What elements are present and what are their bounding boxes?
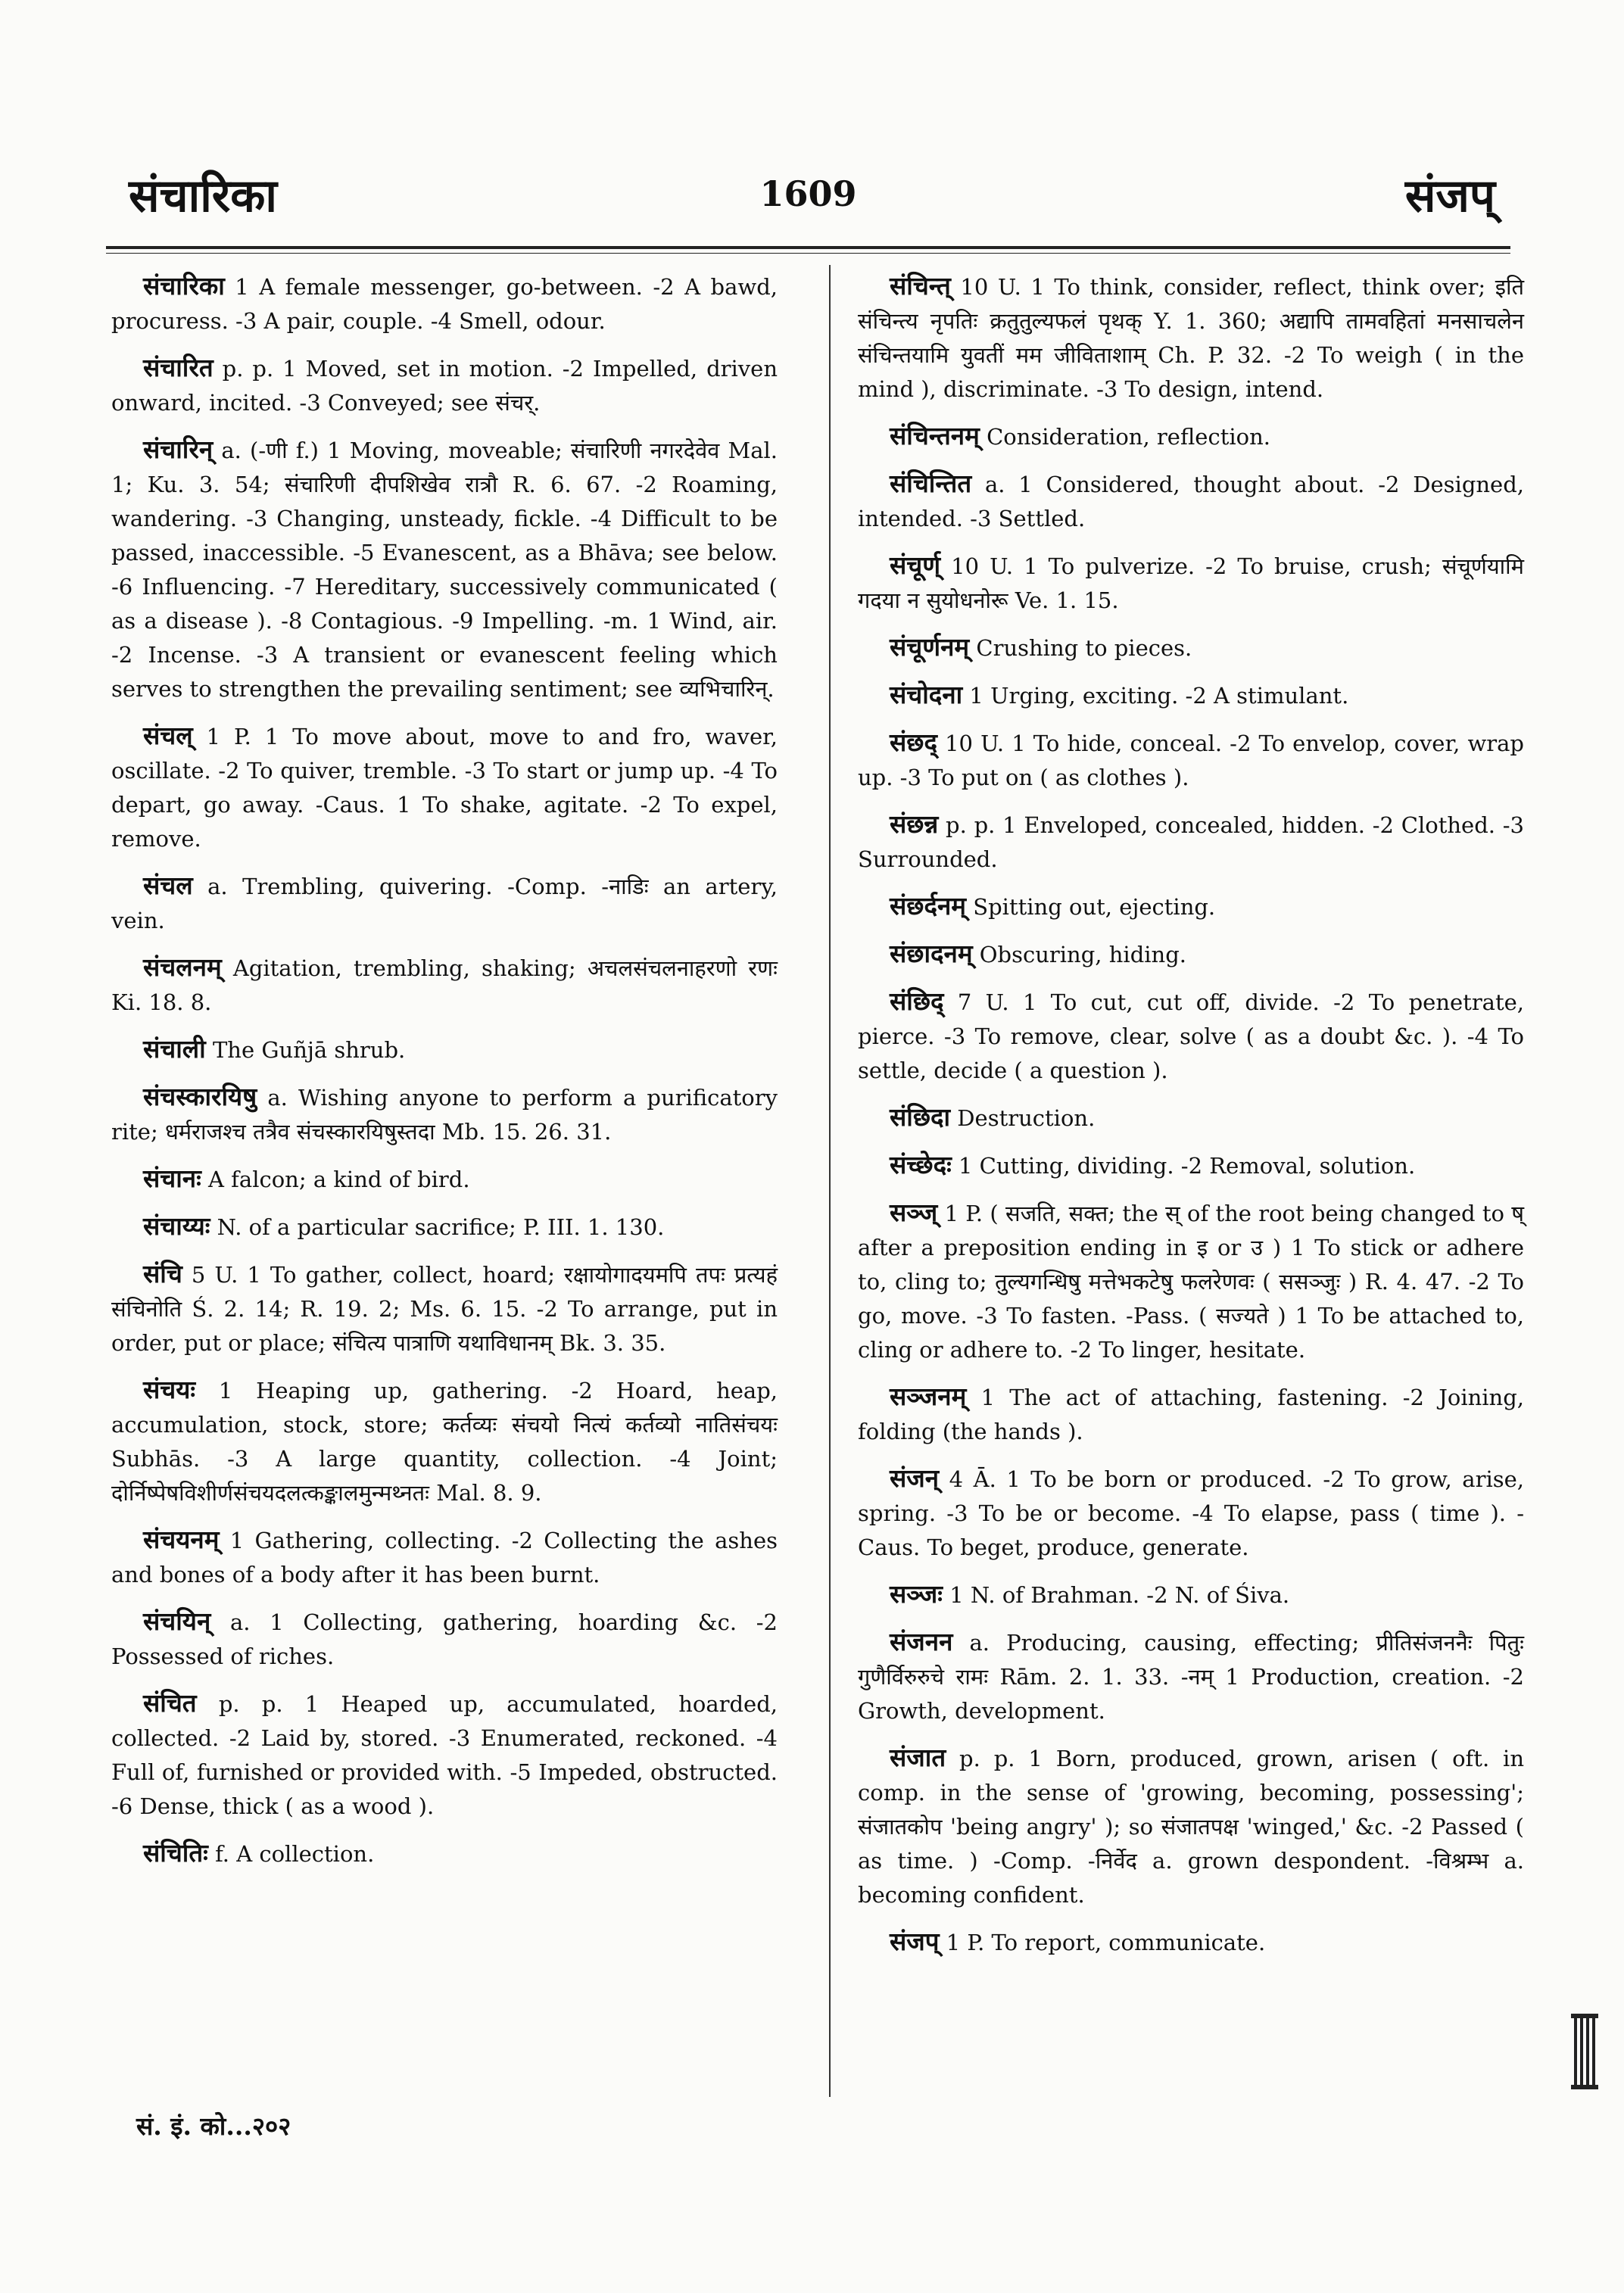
entry-headword: सञ्जः: [890, 1579, 943, 1609]
entry-headword: संचारिका: [143, 271, 225, 301]
dictionary-entry: [858, 725, 1524, 795]
entry-headword: संचल: [143, 871, 193, 900]
entry-definition: 1 A female messenger, go-between. -2 A bawd, procuress. -3 A pair, couple. -4 Smell, odour.: [111, 274, 778, 334]
dictionary-entry: [111, 1604, 778, 1674]
entry-headword: संचित: [143, 1688, 197, 1718]
entry-headword: संचिन्तित: [890, 469, 972, 498]
entry-definition: p. p. 1 Heaped up, accumulated, hoarded, collected. -2 Laid by, stored. -3 Enumerated, reckoned. -4 Full of, furnished or provided with. -5 Impeded, obstructed. -6 Dense, thick ( as a wood ).: [111, 1691, 778, 1819]
entry-headword: संचाली: [143, 1034, 206, 1064]
entry-headword: संचयिन्: [143, 1606, 211, 1636]
entry-definition: 7 U. 1 To cut, cut off, divide. -2 To penetrate, pierce. -3 To remove, clear, solve ( as a doubt &c. ). -4 To settle, decide ( a question ).: [858, 989, 1524, 1083]
dictionary-entry: [858, 1148, 1524, 1183]
dictionary-entry: [858, 807, 1524, 877]
entry-headword: सञ्ज्: [890, 1198, 938, 1227]
entry-definition: 1 P. 1 To move about, move to and fro, waver, oscillate. -2 To quiver, tremble. -3 To start or jump up. -4 To depart, go away. -Caus. 1 To shake, agitate. -2 To expel, remove.: [111, 724, 778, 852]
dictionary-entry: [111, 1522, 778, 1592]
dictionary-entry: [111, 868, 778, 938]
dictionary-entry: [111, 269, 778, 338]
dictionary-entry: [111, 950, 778, 1020]
entry-definition: Destruction.: [957, 1105, 1096, 1131]
dictionary-entry: [111, 1161, 778, 1197]
dictionary-entry: [858, 889, 1524, 924]
entry-definition: 5 U. 1 To gather, collect, hoard; रक्षायोगादयमपि तपः प्रत्यहं संचिनोति Ś. 2. 14; R. 19. 2; Ms. 6. 15. -2 To arrange, put in order, put or place; संचित्य पात्राणि यथाविधानम् Bk. 3. 35.: [111, 1262, 778, 1356]
entry-definition: 1 Gathering, collecting. -2 Collecting the ashes and bones of a body after it has been burnt.: [111, 1528, 778, 1587]
running-headword-left: संचारिका: [129, 170, 277, 223]
entry-definition: 1 P. To report, communicate.: [946, 1930, 1266, 1955]
dictionary-entry: [111, 1032, 778, 1067]
dictionary-entry: [111, 1209, 778, 1245]
entry-definition: a. Wishing anyone to perform a purificatory rite; धर्मराजश्च तत्रैव संचस्कारयिषुस्तदा Mb. 15. 26. 31.: [111, 1085, 778, 1145]
entry-headword: संचानः: [143, 1164, 201, 1193]
entry-definition: The Guñjā shrub.: [212, 1037, 406, 1063]
entry-definition: Crushing to pieces.: [976, 635, 1192, 661]
entry-definition: 4 Ā. 1 To be born or produced. -2 To grow, arise, spring. -3 To be or become. -4 To elapse, pass ( time ). -Caus. To beget, produce, generate.: [858, 1466, 1524, 1560]
header-rule: [106, 246, 1510, 249]
dictionary-entry: [858, 630, 1524, 665]
dictionary-entry: [858, 1379, 1524, 1449]
entry-headword: संजन्: [890, 1463, 940, 1493]
entry-headword: संचूर्ण्: [890, 550, 941, 580]
entry-definition: f. A collection.: [215, 1841, 375, 1867]
entry-definition: a. (-णी f.) 1 Moving, moveable; संचारिणी नगरदेवेव Mal. 1; Ku. 3. 54; संचारिणी दीपशिखेव रात्रौ R. 6. 67. -2 Roaming, wandering. -3 Changing, unsteady, fickle. -4 Difficult to be passed, inaccessible. -5 Evanescent, as a Bhāva; see below. -6 Influencing. -7 Hereditary, successively communicated ( as a disease ). -8 Contagious. -9 Impelling. -m. 1 Wind, air. -2 Incense. -3 A transient or evanescent feeling which serves to strengthen the prevailing sentiment; see व्यभिचारिन्.: [111, 438, 778, 702]
dictionary-entry: [111, 1686, 778, 1824]
entry-definition: a. Producing, causing, effecting; प्रीतिसंजननैः पितुः गुणैर्विरुरुचे रामः Rām. 2. 1. 33. -नम् 1 Production, creation. -2 Growth, development.: [858, 1630, 1524, 1724]
entry-headword: संछर्दनम्: [890, 891, 967, 921]
entry-definition: 10 U. 1 To pulverize. -2 To bruise, crush; संचूर्णयामि गदया न सुयोधनोरू Ve. 1. 15.: [858, 553, 1525, 613]
entry-headword: संचितिः: [143, 1838, 208, 1868]
dictionary-entry: [111, 432, 778, 706]
dictionary-entry: [858, 678, 1524, 713]
header-rule-thin: [106, 253, 1510, 254]
dictionary-entry: [111, 1836, 778, 1871]
entry-headword: संचोदना: [890, 680, 963, 709]
entry-definition: 1 Cutting, dividing. -2 Removal, solution.: [959, 1153, 1416, 1179]
entry-definition: a. Trembling, quivering. -Comp. -नाडिः an artery, vein.: [111, 874, 778, 933]
entry-headword: संच्छेदः: [890, 1150, 952, 1179]
left-column: [111, 269, 778, 1883]
entry-headword: संचारिन्: [143, 435, 214, 464]
entry-headword: सञ्जनम्: [890, 1382, 967, 1411]
entry-headword: संछिदा: [890, 1102, 951, 1132]
entry-headword: संछद्: [890, 727, 937, 757]
entry-headword: संचस्कारयिषु: [143, 1082, 257, 1111]
entry-definition: p. p. 1 Enveloped, concealed, hidden. -2 Clothed. -3 Surrounded.: [858, 812, 1524, 872]
entry-definition: Spitting out, ejecting.: [973, 894, 1216, 920]
entry-headword: संछन्न: [890, 809, 939, 839]
dictionary-entry: [858, 984, 1524, 1088]
entry-headword: संचारित: [143, 353, 214, 382]
entry-definition: 10 U. 1 To think, consider, reflect, think over; इति संचिन्त्य नृपतिः क्रतुतुल्यफलं पृथक् Y. 1. 360; अद्यापि तामवहितां मनसाचलेन संचिन्तयामि युवतीं मम जीविताशाम् Ch. P. 32. -2 To weigh ( in the mind ), discriminate. -3 To design, intend.: [858, 274, 1525, 402]
entry-definition: 1 The act of attaching, fastening. -2 Joining, folding (the hands ).: [858, 1385, 1525, 1444]
entry-headword: संचिन्त्: [890, 271, 951, 301]
entry-headword: संजप्: [890, 1927, 940, 1956]
running-headword-right: संजप्: [1404, 170, 1495, 223]
entry-definition: 1 P. ( सजति, सक्त; the स् of the root being changed to ष् after a preposition ending in इ or उ ) 1 To stick or adhere to, cling to; तुल्यगन्धिषु मत्तेभकटेषु फलरेणवः ( ससञ्जुः ) R. 4. 47. -2 To go, move. -3 To fasten. -Pass. ( सज्यते ) 1 To be attached to, cling or adhere to. -2 To linger, hesitate.: [858, 1201, 1525, 1363]
dictionary-entry: [858, 1577, 1524, 1612]
page-header: [106, 163, 1510, 246]
dictionary-entry: [111, 718, 778, 856]
dictionary-entry: [858, 1625, 1524, 1728]
entry-headword: संछादनम्: [890, 939, 973, 968]
entry-definition: p. p. 1 Moved, set in motion. -2 Impelled, driven onward, incited. -3 Conveyed; see संचर्.: [111, 356, 778, 416]
entry-definition: Agitation, trembling, shaking; अचलसंचलनाहरणो रणः Ki. 18. 8.: [111, 955, 778, 1015]
dictionary-entry: [858, 548, 1524, 618]
entry-definition: a. 1 Collecting, gathering, hoarding &c. -2 Possessed of riches.: [111, 1609, 778, 1669]
dictionary-entry: [111, 1257, 778, 1360]
entry-headword: संचयः: [143, 1375, 196, 1404]
entry-definition: a. 1 Considered, thought about. -2 Designed, intended. -3 Settled.: [858, 472, 1525, 531]
dictionary-entry: [858, 1740, 1524, 1912]
column-divider: [829, 265, 831, 2097]
dictionary-entry: [111, 350, 778, 420]
entry-definition: p. p. 1 Born, produced, grown, arisen ( oft. in comp. in the sense of 'growing, becoming, possessing'; संजातकोप 'being angry' ); so संजातपक्ष 'winged,' &c. -2 Passed ( as time. ) -Comp. -निर्वेद a. grown despondent. -विश्रम्भ a. becoming confident.: [858, 1746, 1524, 1908]
entry-headword: संजनन: [890, 1627, 953, 1656]
entry-headword: संचि: [143, 1259, 182, 1288]
entry-definition: 1 Urging, exciting. -2 A stimulant.: [969, 683, 1349, 709]
entry-definition: Obscuring, hiding.: [979, 942, 1186, 967]
entry-headword: संचूर्णनम्: [890, 632, 970, 662]
entry-headword: संचयनम्: [143, 1525, 220, 1554]
entry-headword: संछिद्: [890, 986, 944, 1016]
entry-definition: Consideration, reflection.: [987, 424, 1270, 450]
dictionary-entry: [858, 1195, 1524, 1367]
entry-headword: संचलनम्: [143, 952, 222, 982]
page-number: 1609: [759, 173, 857, 214]
entry-headword: संचिन्तनम्: [890, 421, 980, 450]
dictionary-entry: [858, 269, 1524, 407]
entry-headword: संचल्: [143, 721, 193, 750]
entry-headword: संजात: [890, 1743, 946, 1772]
dictionary-entry: [858, 1924, 1524, 1960]
dictionary-entry: [858, 466, 1524, 536]
dictionary-entry: [858, 419, 1524, 454]
dictionary-entry: [858, 936, 1524, 972]
signature-mark: सं. इं. को...२०२: [136, 2111, 291, 2141]
right-column: [858, 269, 1524, 1972]
entry-definition: 1 N. of Brahman. -2 N. of Śiva.: [949, 1582, 1290, 1608]
dictionary-entry: [858, 1100, 1524, 1136]
entry-definition: 1 Heaping up, gathering. -2 Hoard, heap, accumulation, stock, store; कर्तव्यः संचयो नित्यं कर्तव्यो नातिसंचयः Subhās. -3 A large quantity, collection. -4 Joint; दोर्निष्पेषविशीर्णसंचयदलत्कङ्कालमुन्मथ्नतः Mal. 8. 9.: [111, 1378, 778, 1506]
dictionary-entry: [111, 1372, 778, 1510]
entry-definition: A falcon; a kind of bird.: [208, 1167, 470, 1192]
dictionary-entry: [858, 1461, 1524, 1565]
dictionary-entry: [111, 1080, 778, 1149]
thumb-index-tab: [1571, 2006, 1601, 2097]
entry-definition: N. of a particular sacrifice; P. III. 1. 130.: [217, 1214, 665, 1240]
entry-definition: 10 U. 1 To hide, conceal. -2 To envelop, cover, wrap up. -3 To put on ( as clothes ).: [858, 731, 1524, 790]
entry-headword: संचाय्यः: [143, 1211, 210, 1241]
